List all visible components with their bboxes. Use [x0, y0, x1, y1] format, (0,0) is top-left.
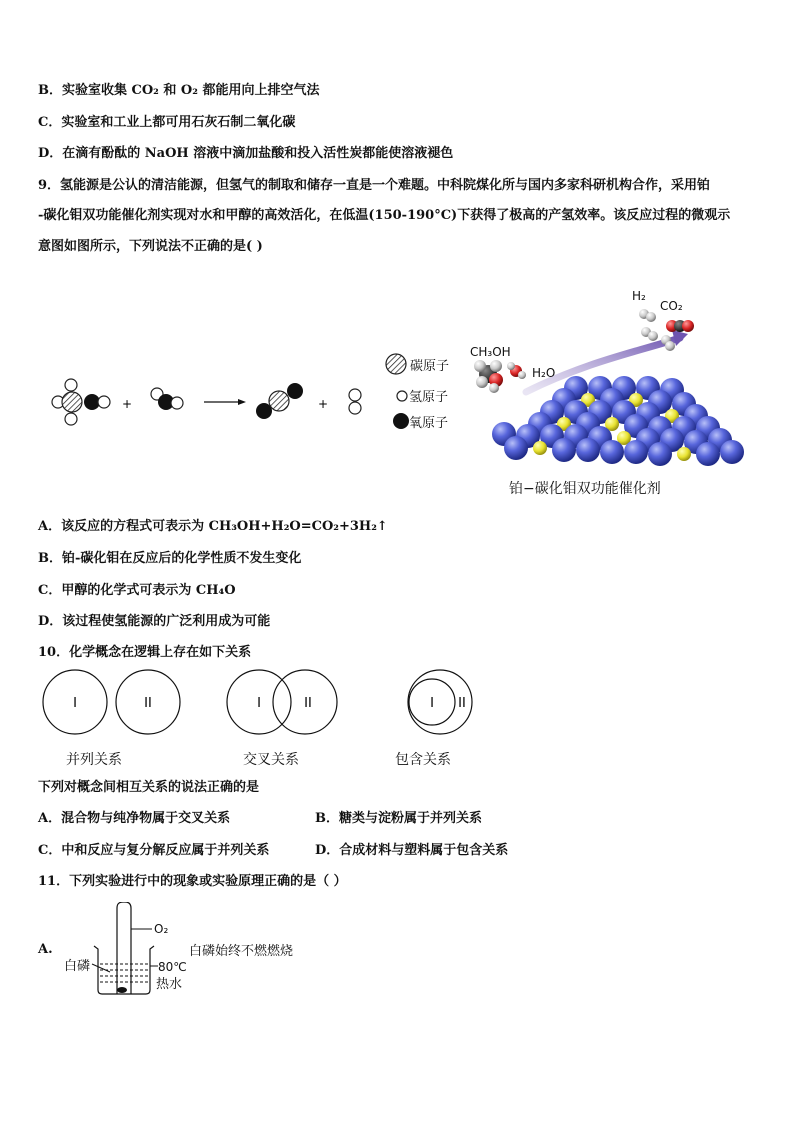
venn-diagrams: [38, 668, 478, 740]
catalyst-caption: 铂−碳化钼双功能催化剂: [509, 481, 661, 497]
q9-option-d: D．该过程使氢能源的广泛利用成为可能: [38, 614, 271, 629]
white-phosphorus-label: 白磷: [64, 959, 91, 974]
hot-water: [100, 964, 148, 982]
q11-option-a-label: A.: [38, 942, 53, 957]
carbon-atom-icon: [386, 354, 406, 374]
q9-stem-line1: 9．氢能源是公认的清洁能源，但氢气的制取和储存一直是一个难题。中科院煤化所与国内多家科研机构合作，采用铂: [38, 178, 711, 193]
inclusion-caption: 包含关系: [395, 752, 451, 768]
inclusion-relation-diagram: [408, 670, 472, 734]
plus-sign-1: +: [121, 397, 133, 411]
co2-product-molecule: [666, 320, 694, 332]
hydrogen-atom-icon: [397, 391, 407, 401]
q9-option-b: B．铂-碳化钼在反应后的化学性质不发生变化: [38, 551, 302, 566]
reaction-diagram: [40, 370, 385, 430]
white-phosphorus: [117, 987, 127, 993]
q11-option-a-text: 白磷始终不燃燃烧: [189, 944, 294, 959]
h2o-label: H₂O: [532, 366, 556, 380]
intersection-caption: 交叉关系: [243, 752, 299, 768]
q8-option-b: B．实验室收集 CO₂ 和 O₂ 都能用向上排空气法: [38, 83, 320, 98]
plus-sign-2: +: [317, 397, 329, 411]
h2-label: H₂: [632, 289, 646, 303]
h2-molecule: [349, 389, 361, 414]
atom-legend-symbols: [384, 350, 410, 434]
parallel-relation-diagram: [43, 670, 180, 734]
svg-text:I: I: [257, 696, 261, 711]
q9-option-c: C．甲醇的化学式可表示为 CH₄O: [38, 583, 236, 598]
q10-prompt: 下列对概念间相互关系的说法正确的是: [38, 780, 260, 795]
co2-molecule: [256, 383, 303, 419]
test-tube: [117, 902, 131, 994]
reaction-arrow: [204, 399, 246, 405]
q11-stem: 11．下列实验进行中的现象或实验原理正确的是（ ）: [38, 874, 347, 889]
svg-text:II: II: [144, 696, 152, 711]
svg-text:II: II: [458, 696, 466, 711]
legend-hydrogen-label: 氢原子: [409, 390, 449, 405]
ch3oh-label: CH₃OH: [470, 345, 511, 359]
legend-carbon-label: 碳原子: [410, 359, 450, 374]
methanol-molecule: [52, 379, 110, 425]
q10-option-d: D．合成材料与塑料属于包含关系: [315, 843, 509, 858]
q8-option-c: C．实验室和工业上都可用石灰石制二氧化碳: [38, 115, 296, 130]
oxygen-atom-icon: [393, 413, 409, 429]
ch3oh-molecule: [474, 360, 503, 393]
legend-oxygen-label: 氧原子: [409, 416, 449, 431]
q10-option-c: C．中和反应与复分解反应属于并列关系: [38, 843, 270, 858]
svg-text:II: II: [304, 696, 312, 711]
catalyst-illustration: [466, 282, 756, 472]
q8-option-d: D．在滴有酚酞的 NaOH 溶液中滴加盐酸和投入活性炭都能使溶液褪色: [38, 146, 454, 161]
q9-stem-line2: -碳化钼双功能催化剂实现对水和甲醇的高效活化，在低温(150-190°C)下获得了极高的产氢效率。该反应过程的微观示: [38, 208, 731, 223]
water-molecule: [151, 388, 183, 410]
temperature-label: 80℃: [158, 960, 187, 974]
svg-text:I: I: [430, 696, 434, 711]
q9-option-a: A．该反应的方程式可表示为 CH₃OH+H₂O=CO₂+3H₂↑: [38, 519, 388, 534]
q9-stem-line3: 意图如图所示，下列说法不正确的是( ): [38, 239, 263, 254]
intersection-relation-diagram: [227, 670, 337, 734]
q10-option-b: B．糖类与淀粉属于并列关系: [315, 811, 482, 826]
q10-option-a: A．混合物与纯净物属于交叉关系: [38, 811, 231, 826]
h2o-molecule: [507, 362, 526, 379]
white-phosphorus-apparatus: [62, 902, 192, 998]
q10-stem: 10．化学概念在逻辑上存在如下关系: [38, 645, 252, 660]
co2-label: CO₂: [660, 299, 683, 313]
parallel-caption: 并列关系: [66, 752, 122, 768]
o2-label: O₂: [154, 922, 169, 936]
hot-water-label: 热水: [156, 977, 183, 992]
svg-text:I: I: [73, 696, 77, 711]
